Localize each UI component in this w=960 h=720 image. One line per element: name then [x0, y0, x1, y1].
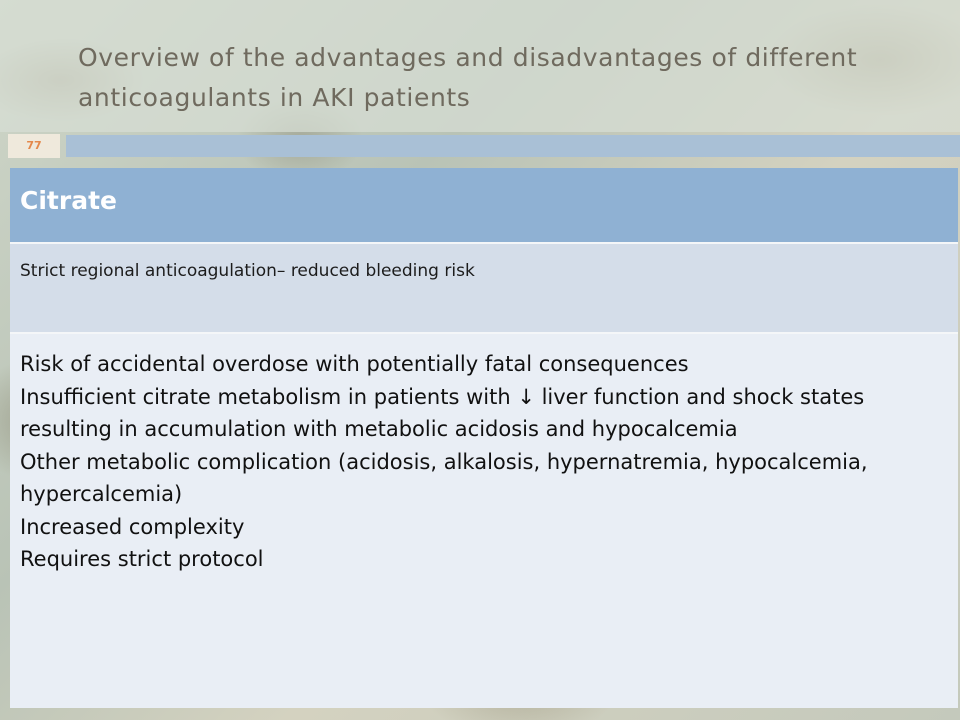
table-header-row	[10, 168, 958, 244]
disadvantage-list	[20, 348, 950, 576]
list-item: Increased complexity	[20, 514, 245, 539]
title-area	[0, 0, 960, 132]
advantage-text: Strict regional anticoagulation– reduced bleeding risk	[20, 261, 475, 281]
list-item: Insufficient citrate metabolism in patients with ↓ liver function and shock states resulting in accumulation with metabolic acidosis and hypocalcemia	[20, 384, 865, 441]
anticoagulant-table	[10, 168, 958, 708]
list-item: Requires strict protocol	[20, 547, 264, 571]
list-item: Other metabolic complication (acidosis, alkalosis, hypernatremia, hypocalcemia, hypercalcemia)	[20, 449, 868, 506]
list-item: Risk of accidental overdose with potentially fatal consequences	[20, 352, 689, 376]
slide-title: Overview of the advantages and disadvantages of different anticoagulants in AKI patients	[78, 43, 858, 112]
table-row-advantage	[10, 244, 958, 334]
table-header-citrate: Citrate	[20, 186, 117, 215]
slide-number: 77	[8, 134, 60, 158]
title-rule	[66, 135, 960, 157]
table-row-disadvantages	[10, 334, 958, 708]
